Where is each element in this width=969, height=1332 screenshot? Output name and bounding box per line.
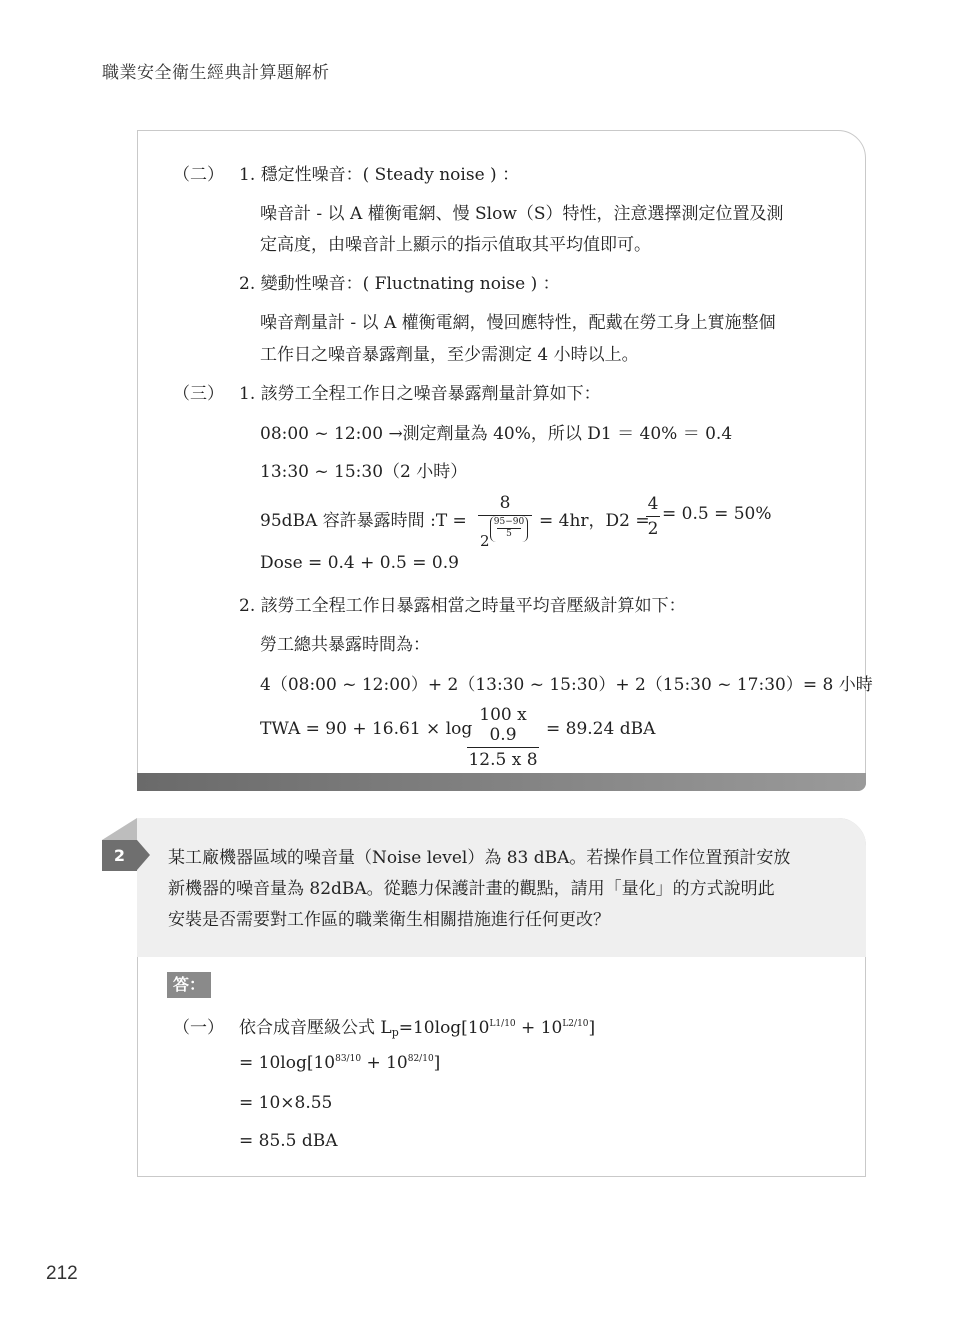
answer-line-3: = 10×8.55 <box>239 1093 333 1113</box>
d2-numerator: 4 <box>647 494 659 514</box>
page-number: 212 <box>46 1263 78 1284</box>
t-exponent <box>490 516 528 542</box>
formula-plus: + 10 <box>515 1018 563 1038</box>
line2-sup2: 82/10 <box>407 1054 434 1064</box>
question-text-line-1: 某工廠機器區域的噪音量（Noise level）為 83 dBA。若操作員工作位置預計安放 <box>168 848 791 868</box>
fluctuating-noise-body-2: 工作日之噪音暴露劑量，至少需測定 4 小時以上。 <box>260 345 639 365</box>
question-badge-arrow <box>137 840 150 870</box>
exposure-line: 4（08:00 ~ 12:00）+ 2（13:30 ~ 15:30）+ 2（15:30 ~ 17:30）= 8 小時 <box>260 675 873 695</box>
section-tag-3: （三） <box>173 384 224 404</box>
exposure-label: 勞工總共暴露時間為： <box>260 635 430 655</box>
dose-line-d1: 08:00 ~ 12:00 →測定劑量為 40%，所以 D1 ＝ 40% ＝ 0.4 <box>260 424 733 444</box>
steady-noise-body-1: 噪音計 - 以 A 權衡電網、慢 Slow（S）特性，注意選擇測定位置及測 <box>260 204 784 224</box>
formula-sup1: L1/10 <box>489 1019 516 1029</box>
steady-noise-body-2: 定高度，由噪音計上顯示的指示值取其平均值即可。 <box>260 235 651 255</box>
t-den-base: 2 <box>480 532 490 550</box>
dose-calc-title: 1. 該勞工全程工作日之噪音暴露劑量計算如下： <box>239 384 601 404</box>
twa-fraction <box>467 705 539 770</box>
answer-label: 答： <box>167 972 211 998</box>
fluctuating-noise-title: 2. 變動性噪音：( Fluctnating noise ) ： <box>239 274 560 294</box>
line2-sup1: 83/10 <box>335 1054 362 1064</box>
formula-end: ] <box>588 1018 596 1038</box>
steady-noise-title: 1. 穩定性噪音：( Steady noise ) ： <box>239 165 520 185</box>
answer-line-2 <box>239 1053 440 1073</box>
t-exp-den: 5 <box>506 529 512 539</box>
formula-prefix: 依合成音壓級公式 L <box>239 1018 392 1038</box>
fluctuating-noise-body-1: 噪音劑量計 - 以 A 權衡電網，慢回應特性，配戴在勞工身上實施整個 <box>260 313 776 333</box>
formula-mid: =10log[10 <box>398 1018 490 1038</box>
fraction-bar <box>467 747 539 748</box>
t-formula-prefix: 95dBA 容許暴露時間 :T = <box>260 511 467 531</box>
fraction-bar <box>646 516 660 517</box>
line2-end: ] <box>433 1053 441 1073</box>
twa-result: = 89.24 dBA <box>546 719 656 739</box>
twa-calc-title: 2. 該勞工全程工作日暴露相當之時量平均音壓級計算如下： <box>239 596 686 616</box>
formula-sub: p <box>391 1026 399 1039</box>
dose-total: Dose = 0.4 + 0.5 = 0.9 <box>260 553 459 573</box>
question-text <box>168 843 844 936</box>
d2-denominator: 2 <box>647 519 659 539</box>
dose-line-period: 13:30 ~ 15:30（2 小時） <box>260 462 468 482</box>
question-text-line-3: 安裝是否需要對工作區的職業衛生相關措施進行任何更改？ <box>168 910 610 930</box>
running-head: 職業安全衛生經典計算題解析 <box>102 63 330 83</box>
t-denominator <box>478 518 532 548</box>
t-numerator: 8 <box>499 493 511 513</box>
twa-numerator: 100 x 0.9 <box>479 705 527 745</box>
question-badge-corner <box>102 818 137 840</box>
d2-result: = 0.5 = 50% <box>662 504 772 524</box>
answer-tag-1: （一） <box>173 1018 224 1038</box>
line2-prefix: = 10log[10 <box>239 1053 336 1073</box>
t-fraction <box>478 493 532 548</box>
answer-formula <box>239 1013 595 1039</box>
twa-denominator: 12.5 x 8 <box>468 750 538 770</box>
question-number: 2 <box>102 840 137 871</box>
line2-plus: + 10 <box>361 1053 408 1073</box>
t-exp-num: 95−90 <box>493 517 525 527</box>
box-footer-bar <box>137 773 866 791</box>
twa-prefix: TWA = 90 + 16.61 × log <box>260 719 473 739</box>
t-formula-suffix: = 4hr，D2 = <box>539 511 650 531</box>
answer-line-4: = 85.5 dBA <box>239 1131 338 1151</box>
formula-sup2: L2/10 <box>562 1019 589 1029</box>
section-tag-2: （二） <box>173 165 224 185</box>
d2-fraction <box>646 494 660 539</box>
question-text-line-2: 新機器的噪音量為 82dBA。從聽力保護計畫的觀點，請用「量化」的方式說明此 <box>168 879 775 899</box>
